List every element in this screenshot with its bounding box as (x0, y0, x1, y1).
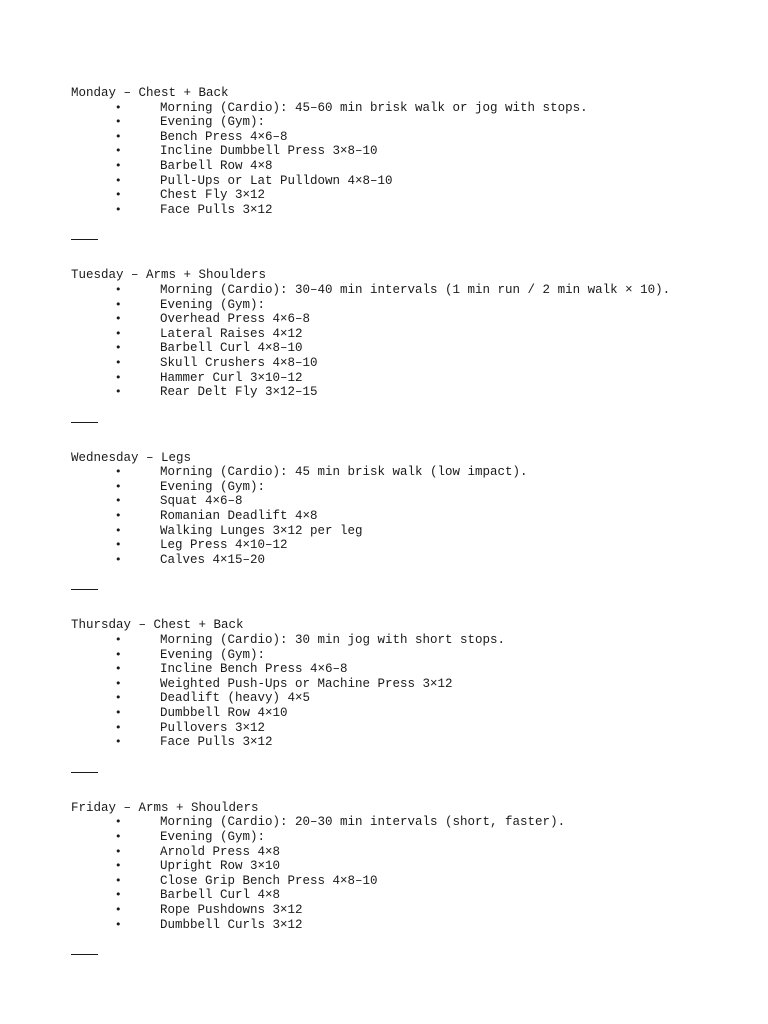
list-item-text: Incline Bench Press 4×6–8 (160, 662, 348, 677)
bullet-icon: • (115, 538, 122, 552)
list-item (71, 312, 751, 327)
list-item (71, 721, 751, 736)
section-divider (71, 422, 98, 423)
bullet-icon: • (115, 720, 122, 734)
list-item-text: Pullovers 3×12 (160, 720, 266, 735)
list-item (71, 538, 751, 553)
day-heading: Friday – Arms + Shoulders (71, 800, 259, 815)
exercise-list (71, 815, 751, 932)
list-item-text: Dumbbell Curls 3×12 (160, 917, 303, 932)
list-item-text: Evening (Gym): (160, 479, 266, 494)
section-divider (71, 589, 98, 590)
bullet-icon: • (115, 647, 122, 661)
bullet-icon: • (115, 312, 122, 326)
bullet-icon: • (115, 735, 122, 749)
list-item-text: Calves 4×15–20 (160, 552, 266, 567)
list-item-text: Deadlift (heavy) 4×5 (160, 691, 311, 706)
bullet-icon: • (115, 355, 122, 369)
day-section-monday (71, 86, 751, 217)
list-item (71, 830, 751, 845)
list-item-text: Face Pulls 3×12 (160, 202, 273, 217)
bullet-icon: • (115, 297, 122, 311)
list-item (71, 691, 751, 706)
section-divider (71, 239, 98, 240)
list-item (71, 371, 751, 386)
bullet-icon: • (115, 888, 122, 902)
bullet-icon: • (115, 676, 122, 690)
day-heading: Thursday – Chest + Back (71, 618, 244, 633)
bullet-icon: • (115, 129, 122, 143)
bullet-icon: • (115, 706, 122, 719)
bullet-icon: • (115, 902, 122, 916)
bullet-icon: • (115, 844, 122, 858)
list-item-text: Barbell Curl 4×8–10 (160, 341, 303, 356)
list-item (71, 494, 751, 509)
bullet-icon: • (115, 173, 122, 187)
day-section-friday (71, 801, 751, 932)
list-item-text: Overhead Press 4×6–8 (160, 312, 311, 327)
list-item-text: Walking Lunges 3×12 per leg (160, 523, 363, 538)
list-item (71, 874, 751, 889)
list-item (71, 845, 751, 860)
list-item (71, 735, 751, 750)
list-item-text: Weighted Push-Ups or Machine Press 3×12 (160, 676, 453, 691)
list-item (71, 101, 751, 116)
bullet-icon: • (115, 144, 122, 158)
day-heading: Tuesday – Arms + Shoulders (71, 268, 267, 283)
day-section-wednesday (71, 451, 751, 568)
list-item (71, 115, 751, 130)
bullet-icon: • (115, 691, 122, 705)
list-item (71, 553, 751, 568)
list-item-text: Upright Row 3×10 (160, 859, 281, 874)
list-item (71, 327, 751, 342)
list-item-text: Morning (Cardio): 30 min jog with short stops. (160, 633, 506, 648)
list-item (71, 174, 751, 189)
day-section-tuesday (71, 268, 751, 399)
exercise-list (71, 283, 751, 400)
day-heading: Monday – Chest + Back (71, 86, 229, 100)
list-item (71, 648, 751, 663)
list-item (71, 509, 751, 524)
section-divider (71, 772, 98, 773)
list-item-text: Rear Delt Fly 3×12–15 (160, 385, 318, 400)
bullet-icon: • (115, 158, 122, 172)
list-item-text: Morning (Cardio): 20–30 min intervals (short, faster). (160, 815, 566, 830)
bullet-icon: • (115, 341, 122, 355)
list-item-text: Barbell Curl 4×8 (160, 888, 281, 903)
list-item (71, 859, 751, 874)
bullet-icon: • (115, 523, 122, 537)
list-item (71, 130, 751, 145)
list-item (71, 144, 751, 159)
list-item (71, 903, 751, 918)
list-item-text: Squat 4×6–8 (160, 494, 243, 509)
bullet-icon: • (115, 370, 122, 384)
bullet-icon: • (115, 633, 122, 647)
list-item (71, 480, 751, 495)
list-item-text: Lateral Raises 4×12 (160, 326, 303, 341)
list-item (71, 706, 751, 721)
list-item-text: Morning (Cardio): 45 min brisk walk (low impact). (160, 465, 528, 480)
exercise-list (71, 465, 751, 567)
list-item-text: Dumbbell Row 4×10 (160, 706, 288, 720)
bullet-icon: • (115, 552, 122, 566)
list-item-text: Chest Fly 3×12 (160, 188, 266, 203)
bullet-icon: • (115, 282, 122, 296)
list-item (71, 888, 751, 903)
list-item (71, 283, 751, 298)
list-item-text: Morning (Cardio): 30–40 min intervals (1 min run / 2 min walk × 10). (160, 282, 671, 297)
list-item (71, 465, 751, 480)
bullet-icon: • (115, 509, 122, 523)
bullet-icon: • (115, 815, 122, 829)
list-item (71, 188, 751, 203)
list-item-text: Bench Press 4×6–8 (160, 129, 288, 144)
list-item-text: Morning (Cardio): 45–60 min brisk walk or jog with stops. (160, 100, 588, 115)
list-item-text: Pull-Ups or Lat Pulldown 4×8–10 (160, 173, 393, 188)
bullet-icon: • (115, 202, 122, 216)
list-item (71, 524, 751, 539)
list-item (71, 815, 751, 830)
exercise-list (71, 633, 751, 750)
list-item-text: Evening (Gym): (160, 647, 266, 662)
list-item-text: Face Pulls 3×12 (160, 735, 273, 750)
bullet-icon: • (115, 859, 122, 873)
section-divider (71, 954, 98, 955)
list-item (71, 356, 751, 371)
list-item-text: Hammer Curl 3×10–12 (160, 370, 303, 385)
list-item-text: Arnold Press 4×8 (160, 844, 281, 859)
list-item (71, 298, 751, 313)
list-item-text: Leg Press 4×10–12 (160, 538, 288, 553)
bullet-icon: • (115, 385, 122, 399)
list-item-text: Evening (Gym): (160, 297, 266, 312)
bullet-icon: • (115, 479, 122, 493)
bullet-icon: • (115, 115, 122, 129)
list-item (71, 918, 751, 933)
bullet-icon: • (115, 917, 122, 931)
list-item-text: Romanian Deadlift 4×8 (160, 509, 318, 524)
bullet-icon: • (115, 494, 122, 508)
exercise-list (71, 101, 751, 218)
list-item (71, 341, 751, 356)
bullet-icon: • (115, 662, 122, 676)
list-item (71, 662, 751, 677)
day-section-thursday (71, 618, 751, 749)
list-item-text: Skull Crushers 4×8–10 (160, 355, 318, 370)
bullet-icon: • (115, 188, 122, 202)
day-heading: Wednesday – Legs (71, 450, 192, 465)
bullet-icon: • (115, 326, 122, 340)
document-body (71, 86, 751, 983)
list-item-text: Evening (Gym): (160, 829, 266, 844)
list-item-text: Close Grip Bench Press 4×8–10 (160, 873, 378, 888)
list-item-text: Rope Pushdowns 3×12 (160, 902, 303, 917)
list-item (71, 633, 751, 648)
bullet-icon: • (115, 873, 122, 887)
bullet-icon: • (115, 829, 122, 843)
list-item (71, 203, 751, 218)
list-item-text: Barbell Row 4×8 (160, 158, 273, 173)
list-item-text: Incline Dumbbell Press 3×8–10 (160, 144, 378, 159)
list-item (71, 159, 751, 174)
list-item (71, 677, 751, 692)
bullet-icon: • (115, 100, 122, 114)
list-item (71, 385, 751, 400)
bullet-icon: • (115, 465, 122, 479)
list-item-text: Evening (Gym): (160, 115, 266, 130)
